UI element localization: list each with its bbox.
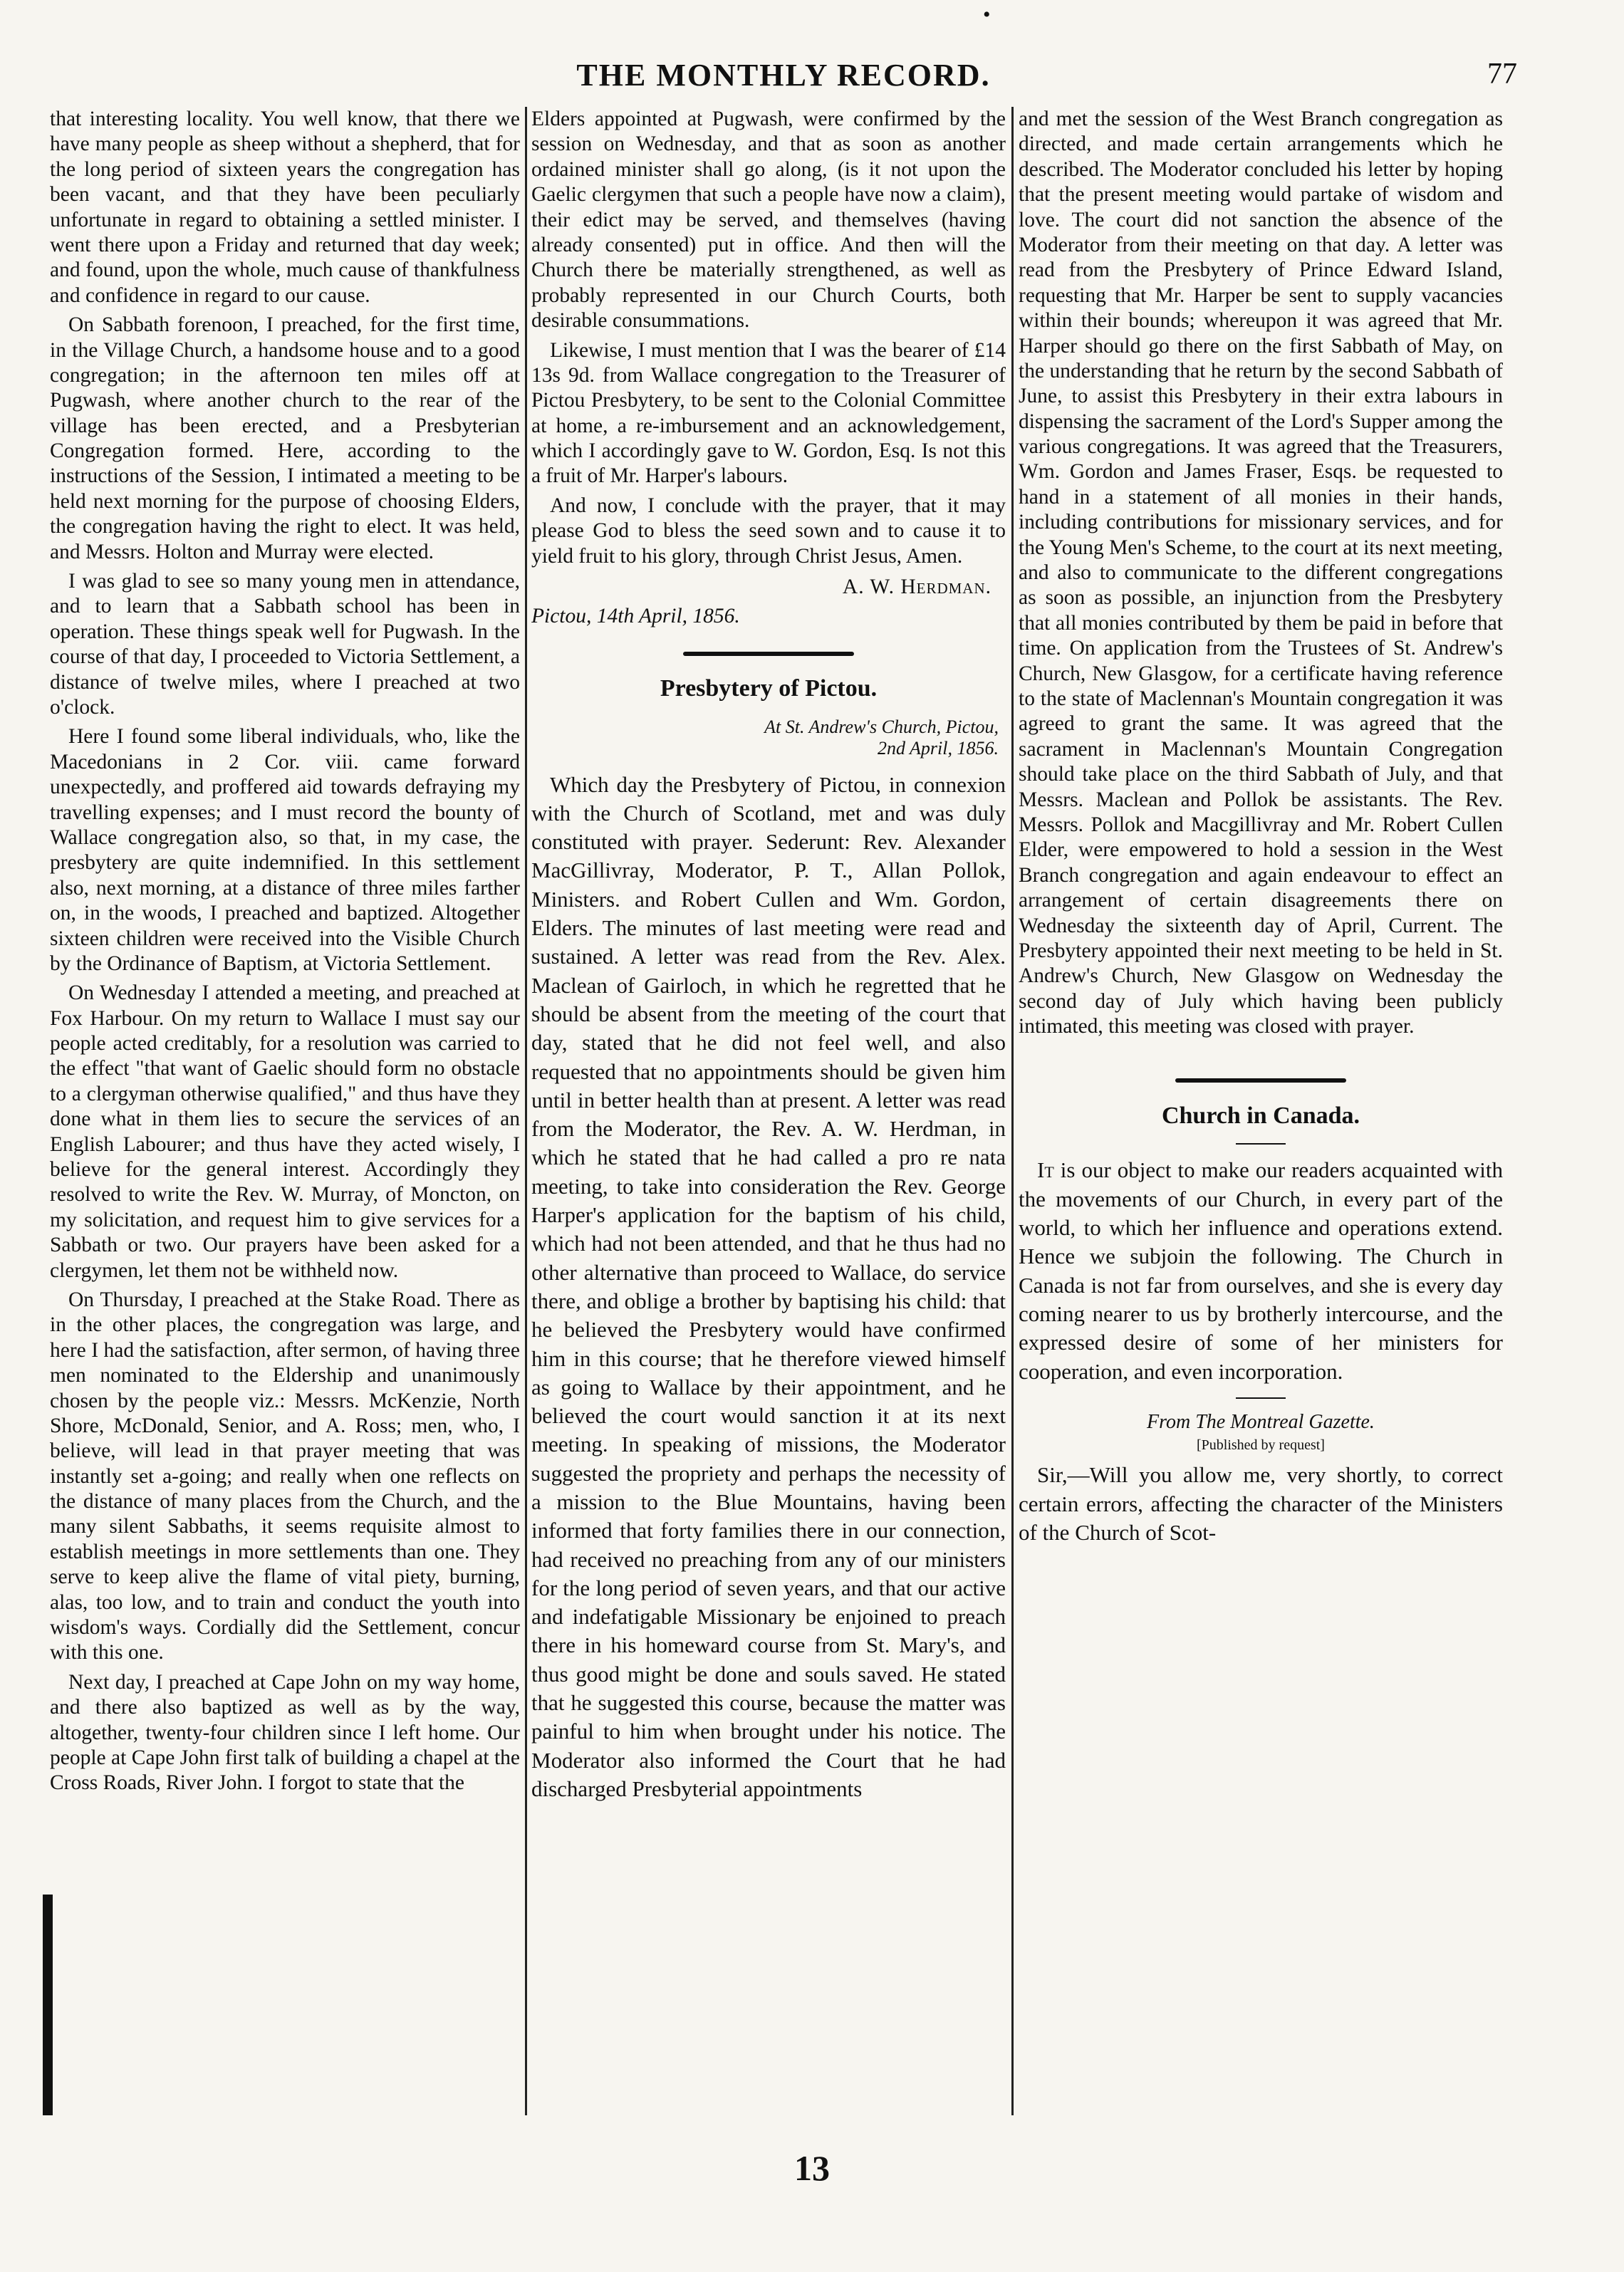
canada-intro: [1019, 1156, 1503, 1385]
letter-start: Sir,—Will you allow me, very shortly, to correct certain errors, affecting the character of the Ministers of the Church of Scot-: [1019, 1462, 1503, 1545]
col3-paragraph: and met the session of the West Branch congregation as directed, and made certain arrangements which he described. The Moderator concluded his letter by hoping that the present meeting would partake of wisdom and love. The court did not sanction the absence of the Moderator from their meeting on that day. A letter was read from the Presbytery of Prince Edward Island, requesting that Mr. Harper be sent to supply vacancies within their bounds; whereupon it was agreed that Mr. Harper should go there on the first Sabbath of May, on the understanding that he return by the second Sabbath of June, to assist this Presbytery in their extra labours in dispensing the sacrament of the Lord's Supper among the various congregations. It was agreed that the Treasurers, Wm. Gordon and James Fraser, Esqs. be requested to hand in a statement of all monies in their hands, including contributions for missionary services, and for the Young Men's Scheme, to the court at its next meeting, and also to communicate to the different congregations as soon as possible, an injunction from the Presbytery that all monies contributed by them be paid in before that time. On application from the Trustees of St. Andrew's Church, New Glasgow, for a certificate having reference to the state of Maclennan's Mountain congregation it was agreed to grant the same. It was agreed that the sacrament in Maclennan's Mountain Congregation should take place on the third Sabbath of July, and that Messrs. Maclean and Pollok be assistants. The Rev. Messrs. Pollok and Macgillivray and Mr. Robert Cullen Elder, were empowered to hold a session in the West Branch congregation and again endeavour to effect an arrangement of certain disagreements there on Wednesday the sixteenth day of April, Current. The Presbytery appointed their next meeting to be held in St. Andrew's Church, New Glasgow on Wednesday the second day of July which having been publicly intimated, this meeting was closed with prayer.: [1019, 108, 1503, 1038]
col1-paragraph: On Wednesday I attended a meeting, and preached at Fox Harbour. On my return to Wallace I must say our people acted creditably, for a resolution was carried to the effect "that want of Gaelic should form no obstacle to a clergyman otherwise qualified," and thus have they done what in them lies to secure the services of an English Labourer; and thus have they acted wisely, I believe for the general interest. Accordingly they resolved to write the Rev. W. Murray, of Moncton, on my solicitation, and request him to give services for a Sabbath or two. Our prayers have been asked for a clergymen, let them not be withheld now.: [50, 981, 520, 1282]
col1-paragraph: On Sabbath forenoon, I preached, for the first time, in the Village Church, a handsome house and to a good congregation; in the afternoon ten miles off at Pugwash, where another church to the rear of the village has been erected, and a Presbyterian Congregation formed. Here, according to the instructions of the Session, I intimated a meeting to be held next morning for the purpose of choosing Elders, the congregation having the right to elect. It was held, and Messrs. Holton and Murray were elected.: [50, 313, 520, 563]
signature-mark: 13: [794, 2148, 830, 2188]
page-header: [50, 57, 1517, 107]
column-1: [50, 107, 520, 2137]
page-number: 77: [1487, 58, 1517, 90]
column-rule-2: [1011, 107, 1014, 2115]
col2-paragraph: Likewise, I must mention that I was the bearer of £14 13s 9d. from Wallace congregation to the Treasurer of Pictou Presbytery, to be sent to the Colonial Committee at home, a re-imbursement and an acknowledgement, which I accordingly gave to W. Gordon, Esq. Is not this a fruit of Mr. Harper's labours.: [531, 338, 1006, 488]
section-ornament: [531, 641, 1006, 663]
column-2: [531, 107, 1006, 2137]
canada-intro-text: is our object to make our readers acquainted with the movements of our Church, in every part of the world, to which her influence and operations extend. Hence we subjoin the following. The Church in Canada is not far from ourselves, and she is every day coming nearer to us by brotherly intercourse, and the expressed desire of some of her ministers for cooperation, and even incorporation.: [1019, 1157, 1503, 1384]
col1-paragraph: Next day, I preached at Cape John on my way home, and there also baptized as well as by the way, altogether, twenty-four children since I left home. Our people at Cape John first talk of building a chapel at the Cross Roads, River John. I forgot to state that the: [50, 1670, 520, 1795]
section-ornament: [1019, 1068, 1503, 1090]
source-line: From The Montreal Gazette.: [1147, 1410, 1375, 1433]
col2-paragraph: Elders appointed at Pugwash, were confirmed by the session on Wednesday, and that as soon as another ordained minister shall go along, (is it not upon the Gaelic clergymen that such a people have now a claim), their edict may be served, and themselves (having already consented) put in office. And then will the Church there be materially strengthened, as well as probably represented in our Church Courts, both desirable consummations.: [531, 108, 1006, 333]
col1-paragraph: that interesting locality. You well know, that there we have many people as sheep without a shepherd, that for the long period of sixteen years the congregation has been vacant, and that they have been peculiarly unfortunate in regard to obtaining a settled minister. I went there upon a Friday and returned that day week; and found, upon the whole, much cause of thankfulness and confidence in regard to our cause.: [50, 108, 520, 307]
published-note: [Published by request]: [1197, 1437, 1325, 1454]
presbytery-minutes: Which day the Presbytery of Pictou, in connexion with the Church of Scotland, met and was duly constituted with prayer. Sederunt: Rev. Alexander MacGillivray, Moderator, P. T., Allan Pollok, Ministers. and Robert Cullen and Wm. Gordon, Elders. The minutes of last meeting were read and sustained. A letter was read from the Rev. Alex. Maclean of Gairloch, in which he regretted that he should be absent from the meeting of the court that day, stated that he did not feel well, and also requested that no appointments should be given him until in better health than at present. A letter was read from the Moderator, the Rev. A. W. Herdman, in which he stated that he had called a pro re nata meeting, to take into consideration the Rev. George Harper's application for the baptism of his child, which had not been attended, and that he thus had no other alternative than proceed to Wallace, do service there, and oblige a brother by baptising his child: that he believed the Presbytery would have confirmed him in this course; that he therefore viewed himself as going to Wallace by their appointment, and he believed the court would sanction it at its next meeting. In speaking of missions, the Moderator suggested the propriety and perhaps the necessity of a mission to the Blue Mountains, having been informed that forty families there in our connection, had received no preaching from any of our ministers for the long period of seven years, and that our active and indefatigable Missionary be enjoined to preach there in his homeward course from St. Mary's, and thus good might be done and souls saved. He stated that he suggested this course, because the matter was painful to him when brought under his notice. The Moderator also informed the Court that he had discharged Presbyterial appointments: [531, 771, 1006, 1801]
letter-signature: A. W. Herdman.: [842, 575, 991, 599]
canada-intro-first-word: It: [1037, 1157, 1054, 1183]
col1-paragraph: On Thursday, I preached at the Stake Road. There as in the other places, the congregation was large, and here I had the satisfaction, after sermon, of having three men nominated to the Eldership and unanimously chosen by the people viz.: Messrs. McKenzie, North Shore, McDonald, Senior, and A. Ross; men, who, I believe, will lead in that prayer meeting that was instantly set a-going; and really when one reflects on the distance of many places from the Church, and the many silent Sabbaths, it seems requisite almost to establish meetings in more settlements than one. They serve to keep alive the flame of vital piety, burning, alas, too low, and to train and conduct the youth into wisdom's ways. Cordially did the Settlement, concur with this one.: [50, 1288, 520, 1664]
col2-paragraph: And now, I conclude with the prayer, that it may please God to bless the seed sown and to cause it to yield fruit to his glory, through Christ Jesus, Amen.: [531, 494, 1006, 568]
top-dot-mark: •: [983, 3, 991, 26]
meeting-place-line: At St. Andrew's Church, Pictou,: [764, 716, 999, 737]
meeting-date-line: 2nd April, 1856.: [878, 737, 999, 759]
short-rule: [1236, 1143, 1286, 1145]
col1-paragraph: I was glad to see so many young men in attendance, and to learn that a Sabbath school has been in operation. These things speak well for Pugwash. In the course of that day, I proceeded to Victoria Settlement, a distance of twelve miles, where I preached at two o'clock.: [50, 570, 520, 719]
section-heading-canada: Church in Canada.: [1161, 1102, 1360, 1129]
column-rule-1: [525, 107, 527, 2115]
col1-paragraph: Here I found some liberal individuals, who, like the Macedonians in 2 Cor. viii. came forward unexpectedly, and proffered aid towards defraying my travelling expenses; and I must record the bounty of Wallace congregation also, so that, in my case, the presbytery are quite indemnified. In this settlement also, next morning, at a distance of three miles farther on, in the woods, I preached and baptized. Altogether sixteen children were received into the Visible Church by the Ordinance of Baptism, at Victoria Settlement.: [50, 725, 520, 975]
column-3: [1019, 107, 1503, 2137]
section-heading-presbytery: Presbytery of Pictou.: [660, 675, 878, 702]
meeting-place: [531, 716, 999, 759]
running-title: THE MONTHLY RECORD.: [576, 58, 991, 93]
short-rule: [1236, 1397, 1286, 1399]
letter-dateline: Pictou, 14th April, 1856.: [531, 605, 740, 628]
